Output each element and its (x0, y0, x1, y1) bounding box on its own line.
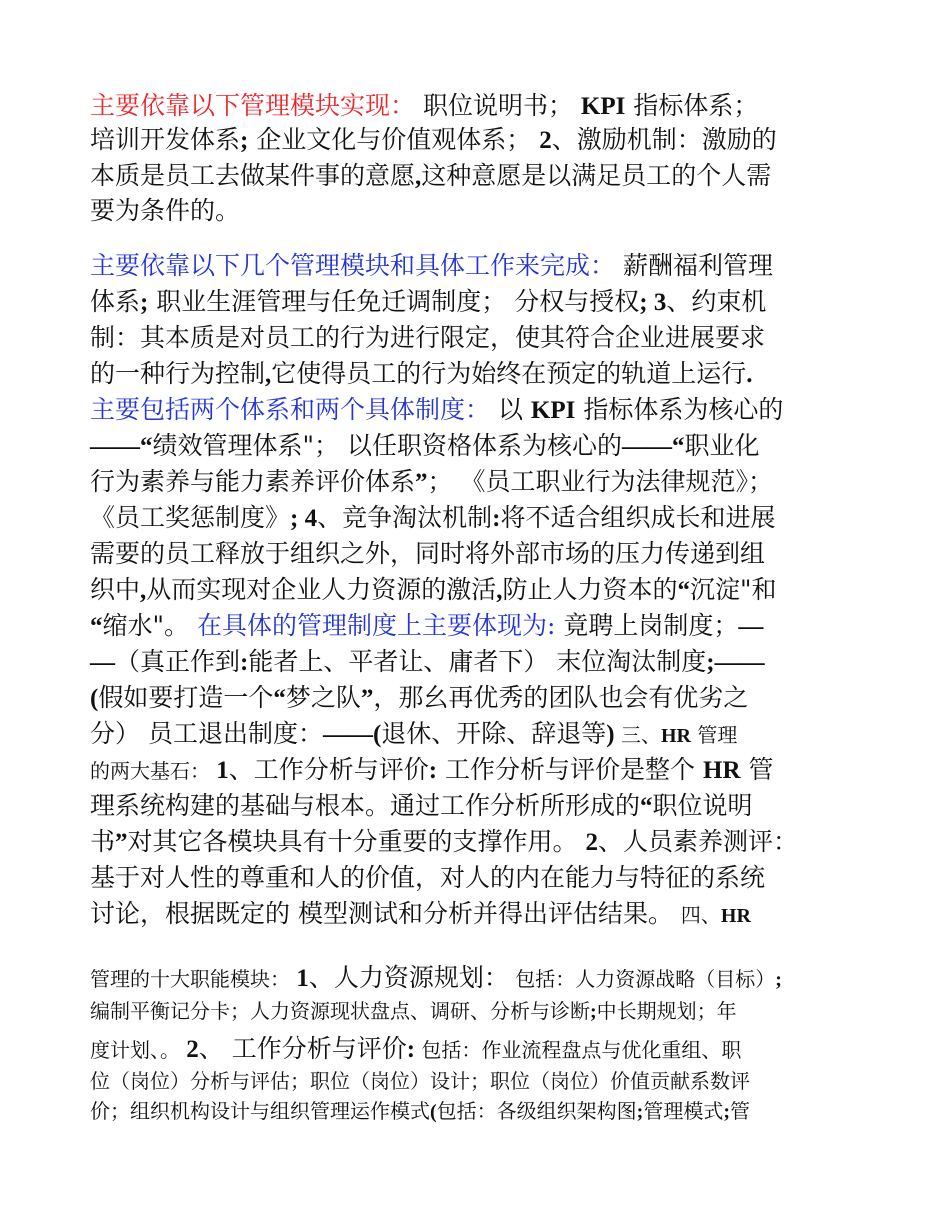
text-line: 制：其本质是对员工的行为进行限定，使其符合企业进展要求 (90, 323, 766, 352)
text-line: 需要的员工释放于组织之外，同时将外部市场的压力传递到组 (90, 539, 766, 568)
section-heading-blue: 主要包括两个体系和两个具体制度： (90, 395, 491, 424)
section-heading-blue: 主要依靠以下几个管理模块和具体工作来完成： (90, 251, 616, 280)
text-line: 讨论，根据既定的 模型测试和分析并得出评估结果。 四、HR (90, 899, 751, 928)
text-line: 行为素养与能力素养评价体系”； 《员工职业行为法律规范》； (90, 467, 773, 496)
text-line: 主要依靠以下管理模块实现： 职位说明书； KPI 指标体系； (90, 91, 759, 120)
text-line: 价；组织机构设计与组织管理运作模式(包括：各级组织架构图;管理模式;管 (90, 1099, 751, 1123)
section-heading-red: 主要依靠以下管理模块实现： (90, 91, 416, 120)
text-line: 基于对人性的尊重和人的价值，对人的内在能力与特征的系统 (90, 863, 766, 892)
text-line: 位（岗位）分析与评估；职位（岗位）设计；职位（岗位）价值贡献系数评 (90, 1069, 750, 1093)
text-line: 主要依靠以下几个管理模块和具体工作来完成： 薪酬福利管理 (90, 251, 773, 280)
text-line: 织中,从而实现对企业人力资源的激活,防止人力资本的“沉淀"和 (90, 575, 777, 604)
text-line: (假如要打造一个“梦之队”，那幺再优秀的团队也会有优劣之 (90, 683, 749, 712)
text-line: 本质是员工去做某件事的意愿,这种意愿是以满足员工的个人需 (90, 161, 772, 190)
text-line: 书”对其它各模块具有十分重要的支撑作用。 2、人员素养测评： (90, 827, 798, 856)
text-line: “缩水"。 在具体的管理制度上主要体现为: 竟聘上岗制度；— (90, 611, 764, 640)
text-line: 的一种行为控制,它使得员工的行为始终在预定的轨道上运行. (90, 359, 753, 388)
text-line: 体系; 职业生涯管理与任免迁调制度； 分权与授权; 3、约束机 (90, 287, 767, 316)
text-line: —（真正作到:能者上、平者让、庸者下） 末位淘汰制度;—— (90, 647, 765, 676)
section-heading-blue: 在具体的管理制度上主要体现为: (196, 611, 556, 640)
text-line: 培训开发体系; 企业文化与价值观体系； 2、激励机制：激励的 (90, 125, 777, 154)
text-line: 理系统构建的基础与根本。通过工作分析所形成的“职位说明 (90, 791, 753, 820)
text-line: 要为条件的。 (90, 196, 241, 225)
text-line: 《员工奖惩制度》; 4、竞争淘汰机制:将不适合组织成长和进展 (90, 503, 776, 532)
text-line: 的两大基石： 1、工作分析与评价: 工作分析与评价是整个 HR 管 (90, 755, 774, 784)
text-line: ——“绩效管理体系"； 以任职资格体系为核心的——“职业化 (90, 431, 760, 460)
text-line: 编制平衡记分卡；人力资源现状盘点、调研、分析与诊断;中长期规划；年 (90, 999, 737, 1023)
text-line: 主要包括两个体系和两个具体制度： 以 KPI 指标体系为核心的 (90, 395, 784, 424)
text-line: 度计划、。 2、 工作分析与评价: 包括：作业流程盘点与优化重组、职 (90, 1034, 742, 1063)
text-line: 分） 员工退出制度：——(退休、开除、辞退等) 三、HR 管理 (90, 719, 738, 748)
text-line: 管理的十大职能模块： 1、人力资源规划： 包括：人力资源战略（目标）; (90, 963, 782, 992)
